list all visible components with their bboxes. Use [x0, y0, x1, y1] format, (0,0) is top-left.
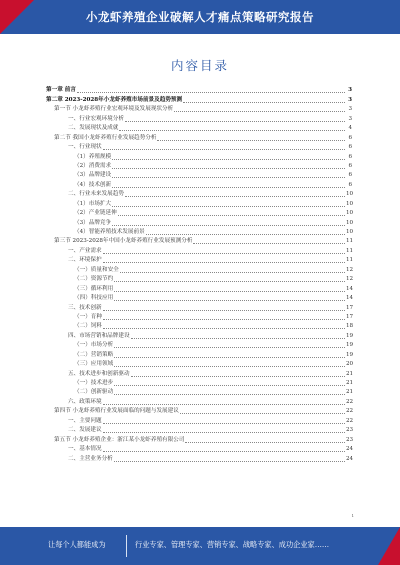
toc-leader-dots	[131, 375, 345, 377]
toc-entry[interactable]	[46, 227, 352, 236]
toc-leader-dots	[193, 242, 345, 244]
toc-entry-label: 第一节 小龙虾养殖行业宏观环境及发展现状分析	[54, 106, 174, 113]
toc-entry[interactable]	[46, 132, 352, 141]
toc-entry-label: （三）应用领域	[74, 361, 114, 368]
toc-entry-page: 21	[346, 389, 354, 396]
toc-leader-dots	[112, 186, 345, 188]
toc-entry-label: （一）市场分析	[74, 342, 114, 349]
toc-entry[interactable]	[46, 283, 352, 292]
toc-entry-label: （二）营销策略	[74, 351, 114, 358]
toc-leader-dots	[174, 110, 345, 112]
toc-entry-page: 11	[346, 257, 354, 264]
toc-leader-dots	[103, 309, 345, 311]
toc-entry-label: （1）养殖规模	[74, 153, 112, 160]
toc-entry-page: 4	[348, 125, 352, 132]
toc-leader-dots	[112, 176, 345, 178]
toc-entry-page: 18	[346, 323, 354, 330]
toc-entry[interactable]	[46, 425, 352, 434]
toc-entry-page: 6	[348, 144, 352, 151]
toc-entry[interactable]	[46, 104, 352, 113]
toc-entry-page: 17	[346, 304, 354, 311]
toc-leader-dots	[114, 299, 345, 301]
toc-entry-label: （二）创新驱动	[74, 389, 114, 396]
toc-entry-page: 10	[346, 210, 354, 217]
toc-leader-dots	[114, 393, 345, 395]
toc-entry[interactable]	[46, 151, 352, 160]
toc-entry-page: 19	[346, 342, 354, 349]
toc-entry-page: 10	[346, 219, 354, 226]
toc-entry[interactable]	[46, 396, 352, 405]
toc-leader-dots	[103, 327, 345, 329]
toc-entry[interactable]	[46, 387, 352, 396]
page-number: 1	[351, 513, 354, 518]
toc-entry[interactable]	[46, 255, 352, 264]
toc-entry-page: 22	[346, 408, 354, 415]
toc-entry-label: 一、行业宏观环境分析	[68, 115, 124, 122]
toc-leader-dots	[114, 346, 345, 348]
toc-entry[interactable]	[46, 274, 352, 283]
toc-entry-page: 24	[346, 446, 354, 453]
toc-entry[interactable]	[46, 142, 352, 151]
toc-entry-page: 6	[348, 162, 352, 169]
toc-leader-dots	[118, 214, 345, 216]
toc-entry-page: 12	[346, 266, 354, 273]
toc-entry[interactable]	[46, 198, 352, 207]
footer-slogan: 让每个人都能成为	[48, 540, 106, 549]
toc-entry-page: 3	[348, 106, 352, 113]
toc-entry-label: （二）饲料	[74, 323, 102, 330]
toc-entry-label: （3）品牌建设	[74, 172, 112, 179]
toc-entry-label: （4）智能养殖技术发展前景	[74, 229, 145, 235]
footer-accent	[378, 527, 400, 565]
toc-entry-page: 3	[348, 96, 352, 103]
toc-entry[interactable]	[46, 359, 352, 368]
toc-entry-page: 20	[346, 361, 354, 368]
toc-entry[interactable]	[46, 161, 352, 170]
toc-entry-page: 14	[346, 285, 354, 292]
toc-entry[interactable]	[46, 189, 352, 198]
toc-leader-dots	[114, 365, 345, 367]
toc-entry-label: 一、主要问题	[68, 417, 102, 424]
footer-tagline: 行业专家、管理专家、营销专家、战略专家、成功企业家……	[135, 540, 330, 549]
toc-entry-page: 19	[346, 351, 354, 358]
report-title: 小龙虾养殖企业破解人才痛点策略研究报告	[86, 10, 314, 24]
toc-entry[interactable]	[46, 415, 352, 424]
toc-entry-label: （2）产业链延伸	[74, 210, 117, 217]
toc-entry-label: （二）资源节约	[74, 276, 114, 283]
toc-entry-page: 14	[346, 295, 354, 302]
toc-leader-dots	[114, 356, 345, 358]
toc-entry-label: （一）技术进步	[74, 380, 114, 386]
toc-entry[interactable]	[46, 453, 352, 462]
toc-leader-dots	[112, 158, 345, 160]
toc-entry-label: 第五节 小龙虾养殖企业：浙江某小龙虾养殖有限公司	[54, 436, 185, 443]
toc-entry[interactable]	[46, 349, 352, 358]
toc-entry-label: 第二节 我国小龙虾养殖行业发展趋势分析	[54, 134, 157, 141]
toc-entry-page: 3	[348, 115, 352, 122]
toc-leader-dots	[125, 120, 345, 122]
toc-leader-dots	[180, 412, 345, 414]
toc-entry-page: 6	[348, 153, 352, 160]
table-of-contents	[46, 85, 352, 463]
footer-divider	[126, 535, 127, 557]
toc-entry-page: 10	[346, 229, 354, 235]
toc-entry-label: 四、市场营销和品牌建设	[68, 332, 130, 339]
toc-leader-dots	[119, 129, 345, 131]
toc-entry[interactable]	[46, 94, 352, 103]
toc-entry[interactable]	[46, 302, 352, 311]
toc-entry-label: 二、发展建议	[68, 427, 102, 434]
toc-leader-dots	[183, 101, 345, 103]
footer-bar	[0, 527, 400, 565]
toc-leader-dots	[112, 224, 345, 226]
toc-entry-label: 第一章 前言	[46, 87, 76, 94]
toc-entry-label: （四）科技应用	[74, 295, 114, 302]
toc-entry[interactable]	[46, 208, 352, 217]
toc-entry-label: （1）市场扩大	[74, 200, 112, 207]
toc-entry-label: 第二章 2023-2028年小龙虾养殖市场前景及趋势预测	[46, 96, 183, 103]
toc-entry[interactable]	[46, 123, 352, 132]
toc-entry-page: 10	[346, 200, 354, 207]
toc-entry[interactable]	[46, 378, 352, 387]
toc-entry-label: 二、发展现状及成就	[68, 125, 119, 132]
toc-entry-label: 二、环境保护	[68, 257, 102, 264]
toc-entry-page: 22	[346, 398, 354, 405]
toc-leader-dots	[120, 271, 345, 273]
toc-entry-label: 一、行业现状	[68, 144, 102, 151]
toc-entry[interactable]	[46, 217, 352, 226]
toc-entry-label: 第四节 小龙虾养殖行业发展面临的问题与发展建议	[54, 408, 179, 415]
toc-entry-label: （一）育种	[74, 313, 102, 320]
toc-entry[interactable]	[46, 85, 352, 94]
toc-entry-label: （一）质量和安全	[74, 266, 119, 273]
toc-entry-page: 23	[346, 427, 354, 434]
toc-entry[interactable]	[46, 293, 352, 302]
toc-entry[interactable]	[46, 170, 352, 179]
toc-entry[interactable]	[46, 245, 352, 254]
toc-leader-dots	[114, 280, 345, 282]
toc-entry-page: 22	[346, 417, 354, 424]
toc-entry[interactable]	[46, 434, 352, 443]
toc-entry-label: 六、政策环境	[68, 398, 102, 405]
toc-leader-dots	[103, 431, 345, 433]
toc-leader-dots	[125, 195, 345, 197]
toc-leader-dots	[112, 205, 345, 207]
toc-leader-dots	[103, 261, 345, 263]
toc-leader-dots	[185, 441, 345, 443]
toc-entry[interactable]	[46, 406, 352, 415]
toc-entry-page: 6	[348, 172, 352, 179]
toc-entry-label: 三、技术创新	[68, 304, 102, 311]
toc-entry-label: （3）品牌竞争	[74, 219, 112, 226]
toc-entry[interactable]	[46, 321, 352, 330]
toc-entry-label: （2）消费需求	[74, 162, 112, 169]
toc-leader-dots	[114, 384, 345, 386]
toc-entry[interactable]	[46, 236, 352, 245]
toc-entry-label: 第三节 2023-2028年中国小龙虾养殖行业发展预测分析	[54, 238, 193, 245]
toc-entry-label: 二、行业未来发展趋势	[68, 191, 124, 198]
toc-entry-label: （4）技术创新	[74, 181, 112, 188]
toc-entry-label: 一、产业需求	[68, 247, 102, 254]
toc-entry-page: 23	[346, 436, 354, 443]
toc-entry-page: 11	[346, 247, 354, 254]
toc-entry-page: 21	[346, 370, 354, 377]
toc-entry-page: 19	[346, 332, 354, 339]
toc-leader-dots	[114, 290, 345, 292]
toc-entry[interactable]	[46, 113, 352, 122]
toc-entry-page: 6	[348, 134, 352, 141]
toc-entry-label: 五、技术进步和创新驱动	[68, 370, 130, 377]
toc-entry[interactable]	[46, 368, 352, 377]
toc-entry[interactable]	[46, 340, 352, 349]
toc-entry-label: 一、基本情况	[68, 446, 102, 453]
toc-leader-dots	[103, 422, 345, 424]
toc-leader-dots	[157, 139, 345, 141]
toc-entry-page: 12	[346, 276, 354, 283]
toc-entry-label: 二、主营业务分析	[68, 455, 113, 462]
toc-title: 内容目录	[170, 58, 229, 73]
toc-entry-page: 21	[346, 380, 354, 386]
toc-leader-dots	[77, 91, 345, 93]
toc-entry[interactable]	[46, 264, 352, 273]
toc-leader-dots	[131, 337, 345, 339]
toc-leader-dots	[112, 167, 345, 169]
toc-leader-dots	[103, 318, 345, 320]
toc-entry[interactable]	[46, 330, 352, 339]
toc-entry[interactable]	[46, 444, 352, 453]
toc-entry-page: 3	[348, 87, 352, 94]
toc-entry-page: 11	[346, 238, 354, 245]
toc-leader-dots	[103, 148, 345, 150]
toc-leader-dots	[146, 233, 345, 235]
toc-leader-dots	[103, 403, 345, 405]
toc-entry-page: 6	[348, 181, 352, 188]
toc-leader-dots	[103, 450, 345, 452]
toc-entry[interactable]	[46, 312, 352, 321]
toc-entry-page: 17	[346, 313, 354, 320]
toc-entry-label: （三）循环利用	[74, 285, 114, 292]
toc-entry[interactable]	[46, 179, 352, 188]
toc-leader-dots	[103, 252, 345, 254]
toc-entry-page: 10	[346, 191, 354, 198]
toc-leader-dots	[114, 460, 345, 462]
toc-entry-page: 24	[346, 455, 354, 462]
header-bar	[0, 0, 400, 34]
